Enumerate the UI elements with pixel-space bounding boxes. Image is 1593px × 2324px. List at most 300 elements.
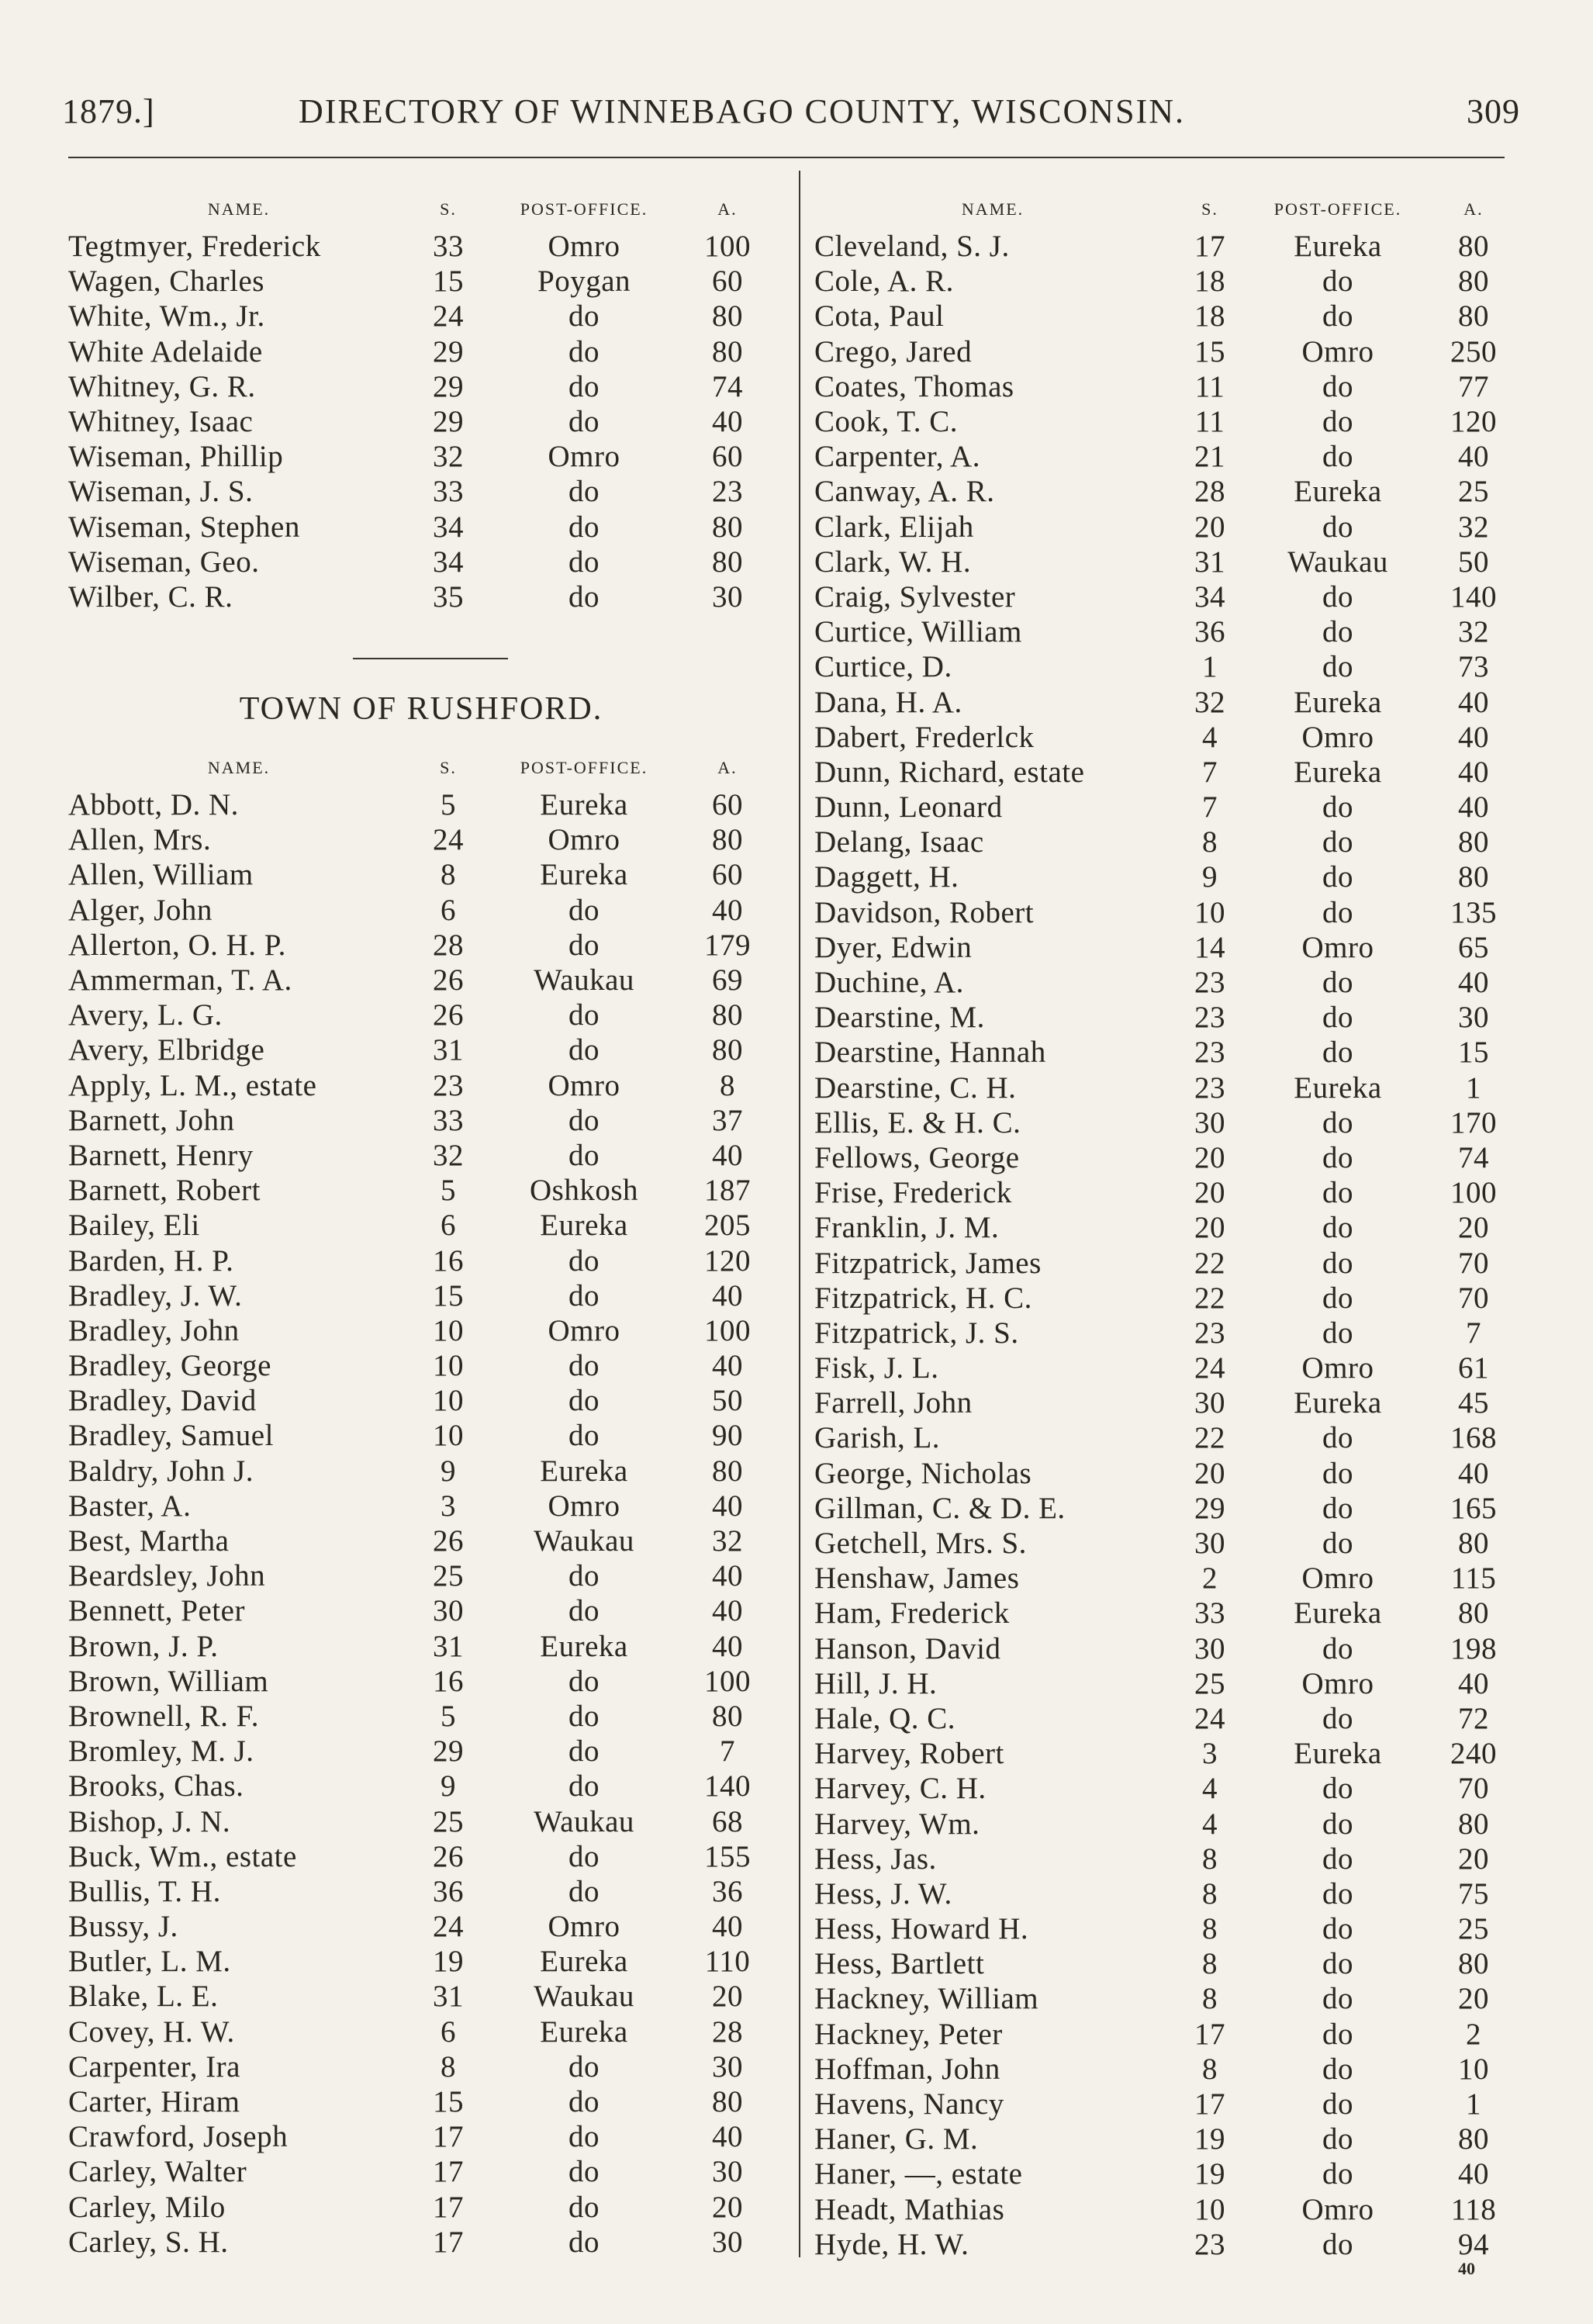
entry-section: 22 bbox=[1194, 1421, 1225, 1455]
table-row bbox=[68, 2049, 774, 2084]
entry-acres: 30 bbox=[712, 2155, 743, 2189]
entry-section: 30 bbox=[1194, 1631, 1225, 1665]
entry-acres: 20 bbox=[712, 1980, 743, 2014]
entry-post-office: do bbox=[1322, 1947, 1353, 1981]
entry-section: 23 bbox=[1194, 2227, 1225, 2261]
column-header-a: A. bbox=[717, 758, 738, 777]
entry-post-office: do bbox=[568, 545, 600, 579]
entry-name: Abbott, D. N. bbox=[68, 788, 239, 822]
entry-name: Harvey, Robert bbox=[814, 1737, 1004, 1771]
entry-acres: 74 bbox=[1458, 1140, 1489, 1174]
table-row bbox=[814, 1350, 1520, 1385]
entry-post-office: do bbox=[568, 1103, 600, 1137]
entry-section: 26 bbox=[433, 998, 464, 1032]
entry-post-office: Eureka bbox=[1294, 755, 1382, 789]
entry-section: 26 bbox=[433, 1524, 464, 1558]
entry-section: 31 bbox=[433, 1033, 464, 1067]
entry-post-office: Omro bbox=[1301, 720, 1374, 754]
entry-name: Ammerman, T. A. bbox=[68, 963, 292, 998]
entry-section: 29 bbox=[433, 1734, 464, 1769]
entry-acres: 140 bbox=[704, 1769, 751, 1804]
entry-section: 10 bbox=[433, 1313, 464, 1347]
entry-section: 7 bbox=[1202, 790, 1218, 825]
entry-name: Henshaw, James bbox=[814, 1561, 1020, 1596]
entry-post-office: do bbox=[568, 510, 600, 544]
entry-post-office: do bbox=[568, 1033, 600, 1067]
entry-name: Haner, —, estate bbox=[814, 2157, 1023, 2191]
table-row bbox=[814, 1281, 1520, 1316]
table-row bbox=[814, 1842, 1520, 1876]
entry-post-office: do bbox=[568, 334, 600, 368]
table-row bbox=[814, 2017, 1520, 2052]
entry-acres: 40 bbox=[712, 2120, 743, 2154]
column-header-a: A. bbox=[717, 199, 738, 219]
column-header-s: S. bbox=[440, 758, 457, 777]
entry-post-office: do bbox=[568, 369, 600, 403]
entry-section: 14 bbox=[1194, 930, 1225, 964]
entry-section: 17 bbox=[433, 2190, 464, 2224]
entry-name: Avery, Elbridge bbox=[68, 1033, 265, 1067]
entry-post-office: Eureka bbox=[1294, 1737, 1382, 1771]
table-row bbox=[68, 2154, 774, 2189]
table-row bbox=[68, 1032, 774, 1067]
entry-acres: 170 bbox=[1450, 1105, 1497, 1140]
entry-section: 34 bbox=[433, 510, 464, 544]
table-row bbox=[814, 930, 1520, 965]
entry-post-office: do bbox=[568, 1734, 600, 1769]
entry-acres: 40 bbox=[712, 405, 743, 439]
table-row bbox=[68, 2225, 774, 2260]
entry-name: Hackney, William bbox=[814, 1982, 1039, 2016]
column-header-s: S. bbox=[440, 199, 457, 219]
entry-section: 6 bbox=[441, 1209, 456, 1243]
entry-name: Bradley, George bbox=[68, 1349, 271, 1383]
entry-acres: 45 bbox=[1458, 1386, 1489, 1420]
entry-acres: 80 bbox=[1458, 1807, 1489, 1841]
entry-name: White Adelaide bbox=[68, 334, 263, 368]
entry-acres: 198 bbox=[1450, 1631, 1497, 1665]
table-row bbox=[814, 1245, 1520, 1280]
entry-acres: 80 bbox=[712, 1454, 743, 1488]
entry-acres: 2 bbox=[1466, 2017, 1481, 2051]
entry-acres: 60 bbox=[712, 788, 743, 822]
entry-name: Hess, Bartlett bbox=[814, 1947, 985, 1981]
entry-acres: 250 bbox=[1450, 334, 1497, 368]
entry-name: Daggett, H. bbox=[814, 860, 959, 894]
header-rule bbox=[68, 157, 1505, 158]
header-title: DIRECTORY OF WINNEBAGO COUNTY, WISCONSIN. bbox=[299, 92, 1185, 130]
table-row bbox=[68, 1874, 774, 1909]
table-row bbox=[814, 1946, 1520, 1981]
table-row bbox=[68, 1593, 774, 1628]
entry-post-office: do bbox=[1322, 1456, 1353, 1490]
table-row bbox=[814, 510, 1520, 545]
entry-post-office: do bbox=[1322, 615, 1353, 649]
entry-acres: 80 bbox=[712, 334, 743, 368]
entry-name: Hess, Howard H. bbox=[814, 1912, 1029, 1946]
entry-post-office: do bbox=[568, 405, 600, 439]
entry-post-office: do bbox=[568, 1384, 600, 1418]
entry-section: 5 bbox=[441, 788, 456, 822]
entry-section: 15 bbox=[433, 2085, 464, 2119]
table-row bbox=[68, 1313, 774, 1348]
entry-section: 28 bbox=[433, 928, 464, 962]
entry-section: 20 bbox=[1194, 1456, 1225, 1490]
table-row bbox=[68, 579, 774, 614]
table-row bbox=[68, 1839, 774, 1874]
column-divider bbox=[799, 171, 800, 2257]
entry-post-office: do bbox=[1322, 440, 1353, 474]
entry-post-office: Eureka bbox=[540, 2014, 628, 2049]
entry-name: Carter, Hiram bbox=[68, 2085, 240, 2119]
table-row bbox=[814, 1596, 1520, 1631]
entry-post-office: Omro bbox=[1301, 930, 1374, 964]
entry-section: 11 bbox=[1194, 369, 1225, 403]
entry-acres: 40 bbox=[1458, 440, 1489, 474]
table-row bbox=[68, 1138, 774, 1173]
table-row bbox=[814, 1736, 1520, 1771]
entry-acres: 30 bbox=[712, 2049, 743, 2084]
entry-post-office: do bbox=[1322, 860, 1353, 894]
entry-acres: 80 bbox=[1458, 230, 1489, 264]
entry-acres: 40 bbox=[712, 1349, 743, 1383]
table-row bbox=[68, 1208, 774, 1243]
entry-name: Dana, H. A. bbox=[814, 685, 962, 719]
entry-post-office: Waukau bbox=[534, 963, 634, 998]
column-header-name: NAME. bbox=[207, 199, 271, 219]
entry-name: Wiseman, Geo. bbox=[68, 545, 260, 579]
entry-post-office: do bbox=[568, 893, 600, 927]
entry-post-office: do bbox=[1322, 1105, 1353, 1140]
entry-name: Hackney, Peter bbox=[814, 2017, 1003, 2051]
entry-name: Clark, Elijah bbox=[814, 510, 974, 544]
table-row bbox=[814, 1456, 1520, 1491]
entry-post-office: do bbox=[568, 1349, 600, 1383]
entry-acres: 80 bbox=[712, 545, 743, 579]
entry-name: Barden, H. P. bbox=[68, 1243, 234, 1278]
entry-name: Brown, J. P. bbox=[68, 1629, 219, 1663]
entry-acres: 115 bbox=[1450, 1561, 1497, 1596]
entry-post-office: Omro bbox=[548, 1489, 620, 1523]
table-row bbox=[68, 1664, 774, 1699]
entry-section: 24 bbox=[1194, 1701, 1225, 1735]
entry-section: 15 bbox=[433, 265, 464, 299]
entry-section: 19 bbox=[1194, 2157, 1225, 2191]
entry-name: Garish, L. bbox=[814, 1421, 941, 1455]
entry-post-office: do bbox=[568, 2190, 600, 2224]
entry-name: Wilber, C. R. bbox=[68, 579, 233, 614]
entry-name: Cook, T. C. bbox=[814, 405, 958, 439]
entry-name: Hill, J. H. bbox=[814, 1666, 938, 1700]
entry-acres: 50 bbox=[712, 1384, 743, 1418]
entry-name: Carley, Walter bbox=[68, 2155, 247, 2189]
entry-acres: 80 bbox=[1458, 2122, 1489, 2156]
table-row bbox=[68, 1418, 774, 1453]
entry-name: Whitney, G. R. bbox=[68, 369, 256, 403]
entry-section: 15 bbox=[1194, 334, 1225, 368]
entry-acres: 187 bbox=[704, 1174, 751, 1208]
entry-acres: 20 bbox=[1458, 1842, 1489, 1876]
table-row bbox=[814, 1666, 1520, 1701]
table-row bbox=[814, 474, 1520, 509]
entry-section: 24 bbox=[433, 1910, 464, 1944]
entry-acres: 30 bbox=[712, 579, 743, 614]
column-header-s: S. bbox=[1201, 199, 1218, 219]
entry-name: Havens, Nancy bbox=[814, 2087, 1004, 2122]
entry-acres: 80 bbox=[1458, 1596, 1489, 1631]
entry-acres: 40 bbox=[712, 1489, 743, 1523]
entry-acres: 40 bbox=[1458, 1456, 1489, 1490]
entry-post-office: do bbox=[1322, 1281, 1353, 1315]
table-row bbox=[68, 1734, 774, 1769]
entry-section: 19 bbox=[1194, 2122, 1225, 2156]
entry-name: Coates, Thomas bbox=[814, 369, 1014, 403]
entry-acres: 40 bbox=[712, 1629, 743, 1663]
entry-acres: 100 bbox=[1450, 1176, 1497, 1210]
entry-name: Getchell, Mrs. S. bbox=[814, 1527, 1027, 1561]
entry-acres: 110 bbox=[704, 1945, 751, 1979]
entry-acres: 80 bbox=[712, 299, 743, 334]
entry-name: White, Wm., Jr. bbox=[68, 299, 265, 334]
entry-name: Frise, Frederick bbox=[814, 1176, 1012, 1210]
table-row bbox=[814, 264, 1520, 299]
entry-section: 8 bbox=[1202, 1842, 1218, 1876]
entry-post-office: do bbox=[1322, 1876, 1353, 1911]
entry-name: Allen, William bbox=[68, 858, 254, 892]
entry-section: 30 bbox=[433, 1594, 464, 1628]
entry-post-office: Omro bbox=[1301, 334, 1374, 368]
entry-name: Franklin, J. M. bbox=[814, 1211, 1000, 1245]
rushford-directory-table bbox=[68, 749, 774, 2260]
entry-post-office: do bbox=[1322, 1772, 1353, 1806]
entry-section: 31 bbox=[433, 1980, 464, 2014]
table-row bbox=[68, 299, 774, 334]
entry-acres: 70 bbox=[1458, 1281, 1489, 1315]
entry-section: 8 bbox=[1202, 2052, 1218, 2086]
entry-name: Wiseman, Phillip bbox=[68, 440, 284, 474]
entry-name: Dearstine, M. bbox=[814, 1001, 985, 1035]
entry-section: 29 bbox=[1194, 1491, 1225, 1525]
entry-section: 23 bbox=[1194, 1036, 1225, 1070]
entry-name: Bennett, Peter bbox=[68, 1594, 245, 1628]
table-row bbox=[814, 229, 1520, 264]
entry-name: Apply, L. M., estate bbox=[68, 1068, 317, 1102]
entry-post-office: do bbox=[1322, 1527, 1353, 1561]
entry-acres: 40 bbox=[712, 893, 743, 927]
entry-acres: 20 bbox=[712, 2190, 743, 2224]
column-header-a: A. bbox=[1463, 199, 1484, 219]
table-row bbox=[68, 1068, 774, 1103]
entry-post-office: Omro bbox=[1301, 1561, 1374, 1596]
table-row bbox=[814, 404, 1520, 439]
entry-acres: 80 bbox=[712, 2085, 743, 2119]
entry-section: 23 bbox=[433, 1068, 464, 1102]
entry-section: 35 bbox=[433, 579, 464, 614]
column-header-post-office: POST-OFFICE. bbox=[1273, 199, 1402, 219]
entry-acres: 32 bbox=[1458, 510, 1489, 544]
table-row bbox=[814, 720, 1520, 755]
entry-name: Hyde, H. W. bbox=[814, 2227, 969, 2261]
entry-acres: 80 bbox=[712, 998, 743, 1032]
entry-post-office: Omro bbox=[548, 1910, 620, 1944]
entry-name: Butler, L. M. bbox=[68, 1945, 231, 1979]
entry-section: 20 bbox=[1194, 1140, 1225, 1174]
entry-name: Cleveland, S. J. bbox=[814, 230, 1010, 264]
entry-section: 34 bbox=[433, 545, 464, 579]
table-row bbox=[68, 2119, 774, 2154]
entry-post-office: Eureka bbox=[1294, 1070, 1382, 1105]
column-header-name: NAME. bbox=[207, 758, 271, 777]
entry-name: Carpenter, Ira bbox=[68, 2049, 240, 2084]
table-row bbox=[814, 2156, 1520, 2191]
entry-acres: 69 bbox=[712, 963, 743, 998]
entry-post-office: do bbox=[568, 2049, 600, 2084]
table-row bbox=[68, 264, 774, 299]
entry-post-office: Omro bbox=[1301, 1666, 1374, 1700]
entry-acres: 94 bbox=[1458, 2227, 1489, 2261]
entry-name: Dabert, Frederlck bbox=[814, 720, 1035, 754]
entry-acres: 240 bbox=[1450, 1737, 1497, 1771]
table-row bbox=[814, 755, 1520, 790]
table-row bbox=[814, 1175, 1520, 1210]
entry-name: Harvey, Wm. bbox=[814, 1807, 980, 1841]
entry-name: Ellis, E. & H. C. bbox=[814, 1105, 1021, 1140]
entry-name: Allerton, O. H. P. bbox=[68, 928, 286, 962]
entry-section: 17 bbox=[1194, 2087, 1225, 2122]
entry-post-office: Eureka bbox=[540, 1209, 628, 1243]
table-row bbox=[814, 895, 1520, 930]
table-row bbox=[68, 1558, 774, 1593]
table-row bbox=[68, 1769, 774, 1804]
entry-name: Crego, Jared bbox=[814, 334, 973, 368]
entry-section: 6 bbox=[441, 893, 456, 927]
entry-section: 8 bbox=[1202, 1982, 1218, 2016]
entry-post-office: do bbox=[1322, 1807, 1353, 1841]
table-row bbox=[68, 1103, 774, 1138]
entry-name: Wagen, Charles bbox=[68, 265, 264, 299]
entry-section: 3 bbox=[1202, 1737, 1218, 1771]
table-row bbox=[814, 649, 1520, 684]
entry-acres: 40 bbox=[712, 1559, 743, 1593]
table-row bbox=[68, 857, 774, 892]
entry-acres: 36 bbox=[712, 1874, 743, 1908]
entry-acres: 74 bbox=[712, 369, 743, 403]
entry-name: Cota, Paul bbox=[814, 299, 945, 334]
entry-post-office: do bbox=[568, 998, 600, 1032]
entry-name: Allen, Mrs. bbox=[68, 823, 212, 857]
entry-section: 25 bbox=[433, 1559, 464, 1593]
entry-name: Clark, W. H. bbox=[814, 545, 972, 579]
entry-acres: 80 bbox=[1458, 299, 1489, 334]
entry-section: 26 bbox=[433, 1839, 464, 1873]
entry-acres: 30 bbox=[1458, 1001, 1489, 1035]
entry-name: Bullis, T. H. bbox=[68, 1874, 221, 1908]
entry-acres: 23 bbox=[712, 475, 743, 509]
entry-post-office: do bbox=[1322, 2122, 1353, 2156]
entry-post-office: Eureka bbox=[1294, 1596, 1382, 1631]
entry-section: 36 bbox=[1194, 615, 1225, 649]
entry-post-office: do bbox=[1322, 1491, 1353, 1525]
table-row bbox=[68, 928, 774, 963]
table-row bbox=[814, 2052, 1520, 2087]
entry-section: 9 bbox=[441, 1454, 456, 1488]
entry-acres: 61 bbox=[1458, 1351, 1489, 1385]
entry-section: 3 bbox=[441, 1489, 456, 1523]
entry-post-office: Eureka bbox=[1294, 685, 1382, 719]
entry-post-office: do bbox=[1322, 2052, 1353, 2086]
entry-section: 4 bbox=[1202, 1772, 1218, 1806]
entry-section: 8 bbox=[1202, 825, 1218, 859]
entry-name: Tegtmyer, Frederick bbox=[68, 230, 321, 264]
entry-name: Hoffman, John bbox=[814, 2052, 1000, 2086]
table-row bbox=[814, 790, 1520, 825]
table-row bbox=[814, 825, 1520, 859]
entry-acres: 73 bbox=[1458, 650, 1489, 684]
entry-acres: 7 bbox=[720, 1734, 735, 1769]
entry-section: 23 bbox=[1194, 1001, 1225, 1035]
entry-name: Bradley, Samuel bbox=[68, 1419, 274, 1453]
entry-section: 36 bbox=[433, 1874, 464, 1908]
entry-section: 33 bbox=[1194, 1596, 1225, 1631]
entry-post-office: do bbox=[1322, 1211, 1353, 1245]
entry-name: Curtice, William bbox=[814, 615, 1022, 649]
entry-section: 2 bbox=[1202, 1561, 1218, 1596]
table-row bbox=[814, 545, 1520, 579]
entry-section: 24 bbox=[1194, 1351, 1225, 1385]
entry-section: 18 bbox=[1194, 299, 1225, 334]
entry-name: Covey, H. W. bbox=[68, 2014, 235, 2049]
entry-post-office: Omro bbox=[548, 1313, 620, 1347]
entry-post-office: do bbox=[1322, 1842, 1353, 1876]
table-row bbox=[68, 1243, 774, 1278]
entry-post-office: Omro bbox=[548, 823, 620, 857]
entry-section: 22 bbox=[1194, 1246, 1225, 1280]
entry-name: Headt, Mathias bbox=[814, 2192, 1005, 2226]
entry-post-office: do bbox=[568, 475, 600, 509]
entry-name: Barnett, John bbox=[68, 1103, 235, 1137]
entry-section: 30 bbox=[1194, 1527, 1225, 1561]
entry-section: 10 bbox=[1194, 895, 1225, 929]
table-row bbox=[68, 439, 774, 474]
entry-post-office: do bbox=[568, 928, 600, 962]
entry-acres: 50 bbox=[1458, 545, 1489, 579]
entry-name: Carley, S. H. bbox=[68, 2225, 229, 2259]
table-row bbox=[68, 2084, 774, 2119]
entry-section: 17 bbox=[433, 2120, 464, 2154]
entry-section: 33 bbox=[433, 1103, 464, 1137]
entry-name: Hess, Jas. bbox=[814, 1842, 937, 1876]
entry-post-office: do bbox=[568, 579, 600, 614]
entry-post-office: do bbox=[1322, 650, 1353, 684]
entry-name: George, Nicholas bbox=[814, 1456, 1032, 1490]
entry-post-office: do bbox=[568, 1243, 600, 1278]
table-row bbox=[68, 1523, 774, 1558]
entry-post-office: do bbox=[1322, 1982, 1353, 2016]
entry-section: 16 bbox=[433, 1243, 464, 1278]
entry-post-office: Waukau bbox=[1287, 545, 1388, 579]
entry-acres: 1 bbox=[1466, 1070, 1481, 1105]
entry-section: 32 bbox=[433, 1138, 464, 1172]
entry-acres: 80 bbox=[712, 1033, 743, 1067]
entry-acres: 80 bbox=[1458, 825, 1489, 859]
entry-name: Crawford, Joseph bbox=[68, 2120, 289, 2154]
entry-section: 8 bbox=[441, 2049, 456, 2084]
table-row bbox=[814, 1526, 1520, 1561]
entry-post-office: Waukau bbox=[534, 1980, 634, 2014]
entry-acres: 80 bbox=[1458, 1947, 1489, 1981]
entry-post-office: do bbox=[1322, 1316, 1353, 1350]
entry-post-office: do bbox=[1322, 825, 1353, 859]
